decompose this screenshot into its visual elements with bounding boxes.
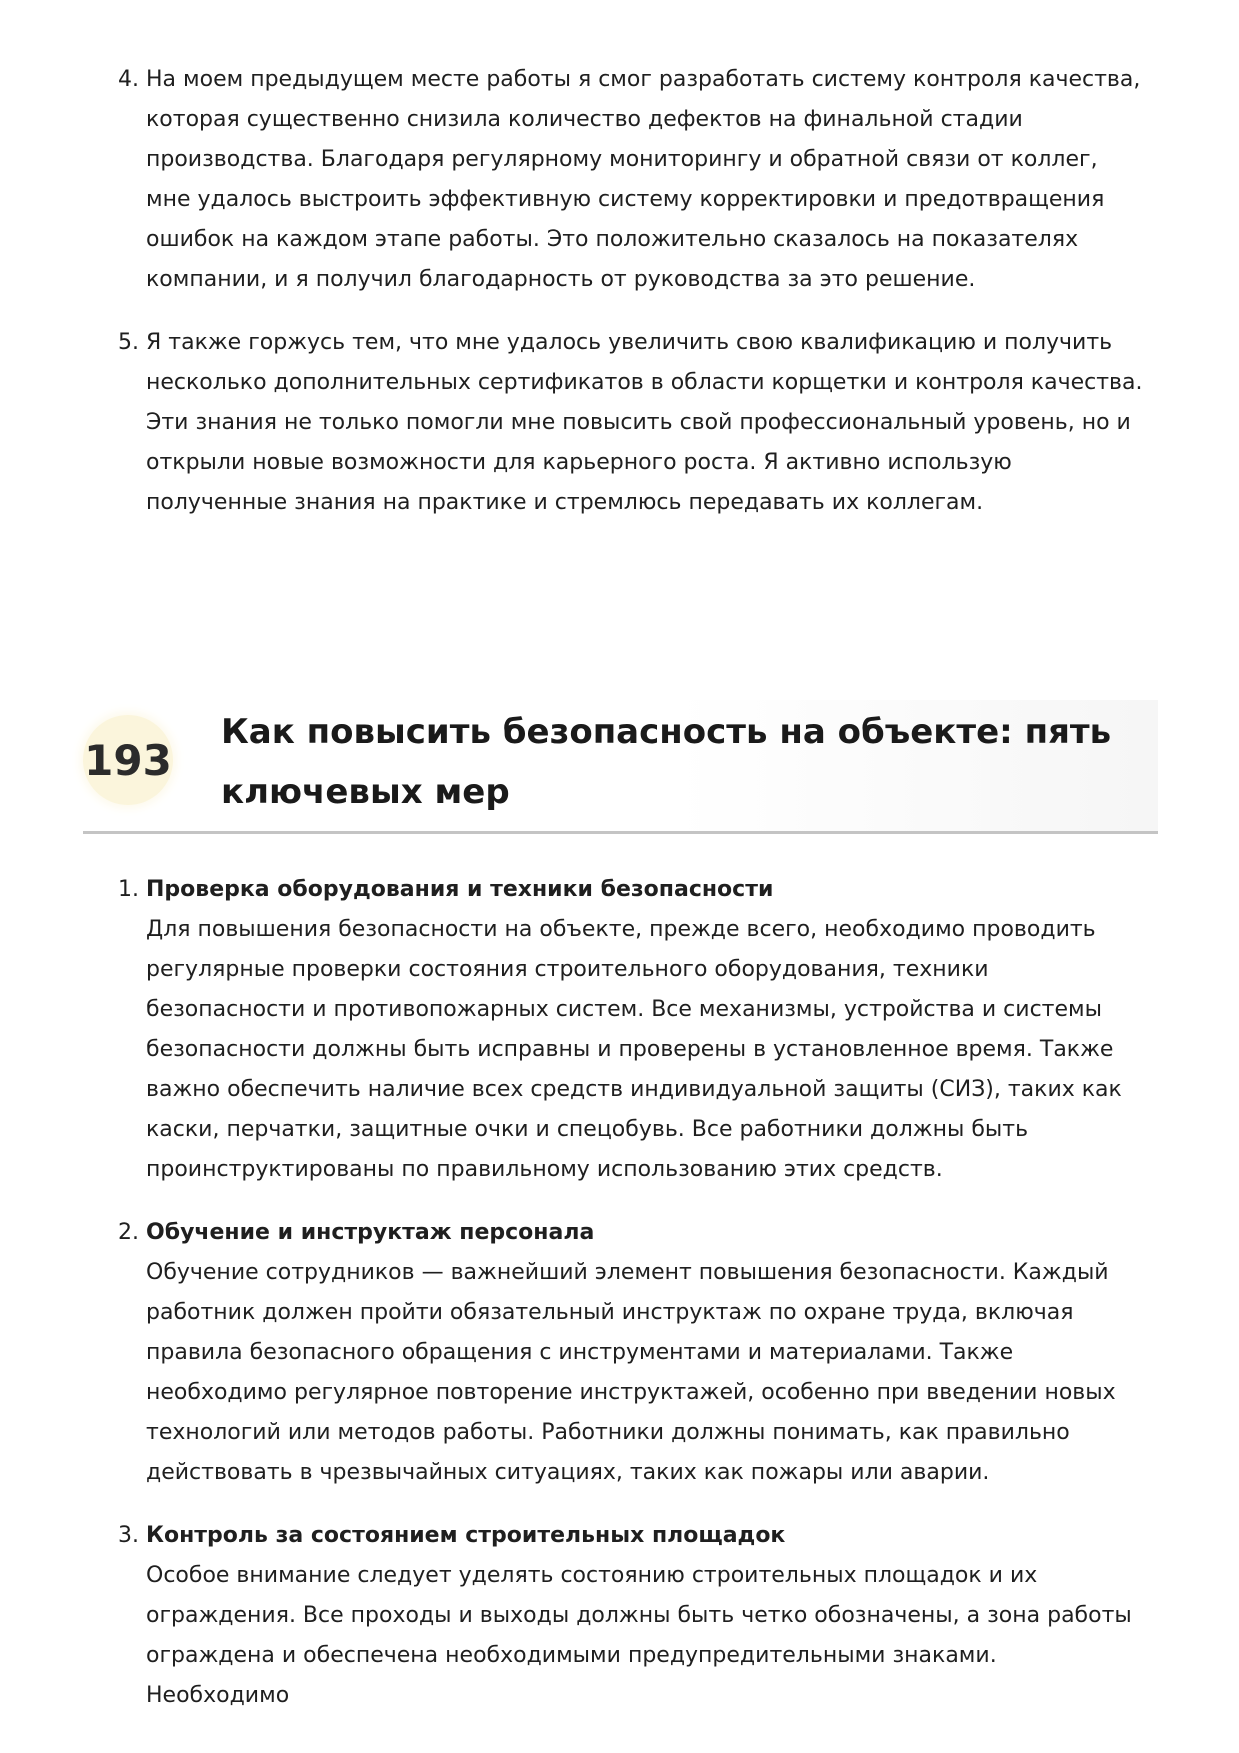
list-item	[0, 323, 1146, 523]
list-item-number: 4.	[118, 67, 139, 92]
section-number-badge: 193	[83, 715, 173, 805]
list-item-number: 1.	[118, 877, 139, 902]
section-heading	[83, 700, 1158, 834]
safety-measures-list	[0, 870, 1146, 1739]
list-item-text: Обучение сотрудников — важнейший элемент повышения безопасности. Каждый работник должен пройти обязательный инструктаж по охране труда, включая правила безопасного обращения с инструментами и материалами. Также необходимо регулярное повторение инструктажей, особенно при введении новых технологий или методов работы. Работники должны понимать, как правильно действовать в чрезвычайных ситуациях, таких как пожары или аварии.	[146, 1260, 1116, 1485]
achievements-list	[0, 60, 1146, 546]
list-item-title: Обучение и инструктаж персонала	[146, 1220, 595, 1245]
list-item	[0, 1213, 1146, 1493]
list-item-text: Особое внимание следует уделять состоянию строительных площадок и их ограждения. Все проходы и выходы должны быть четко обозначены, а зона работы ограждена и обеспечена необходимыми предупредительными знаками. Необходимо	[146, 1563, 1132, 1708]
section-title: Как повысить безопасность на объекте: пять ключевых мер	[221, 712, 1112, 812]
list-item-number: 3.	[118, 1523, 139, 1548]
list-item	[0, 870, 1146, 1190]
list-item-text: Я также горжусь тем, что мне удалось увеличить свою квалификацию и получить несколько дополнительных сертификатов в области корщетки и контроля качества. Эти знания не только помогли мне повысить свой профессиональный уровень, но и открыли новые возможности для карьерного роста. Я активно использую полученные знания на практике и стремлюсь передавать их коллегам.	[146, 330, 1143, 515]
list-item-text: На моем предыдущем месте работы я смог разработать систему контроля качества, которая существенно снизила количество дефектов на финальной стадии производства. Благодаря регулярному мониторингу и обратной связи от коллег, мне удалось выстроить эффективную систему корректировки и предотвращения ошибок на каждом этапе работы. Это положительно сказалось на показателях компании, и я получил благодарность от руководства за это решение.	[146, 67, 1141, 292]
list-item-number: 2.	[118, 1220, 139, 1245]
list-item	[0, 60, 1146, 300]
list-item-title: Контроль за состоянием строительных площадок	[146, 1523, 786, 1548]
list-item-title: Проверка оборудования и техники безопасности	[146, 877, 774, 902]
list-item-number: 5.	[118, 330, 139, 355]
list-item-text: Для повышения безопасности на объекте, прежде всего, необходимо проводить регулярные проверки состояния строительного оборудования, техники безопасности и противопожарных систем. Все механизмы, устройства и системы безопасности должны быть исправны и проверены в установленное время. Также важно обеспечить наличие всех средств индивидуальной защиты (СИЗ), таких как каски, перчатки, защитные очки и спецобувь. Все работники должны быть проинструктированы по правильному использованию этих средств.	[146, 917, 1122, 1182]
list-item	[0, 1516, 1146, 1716]
